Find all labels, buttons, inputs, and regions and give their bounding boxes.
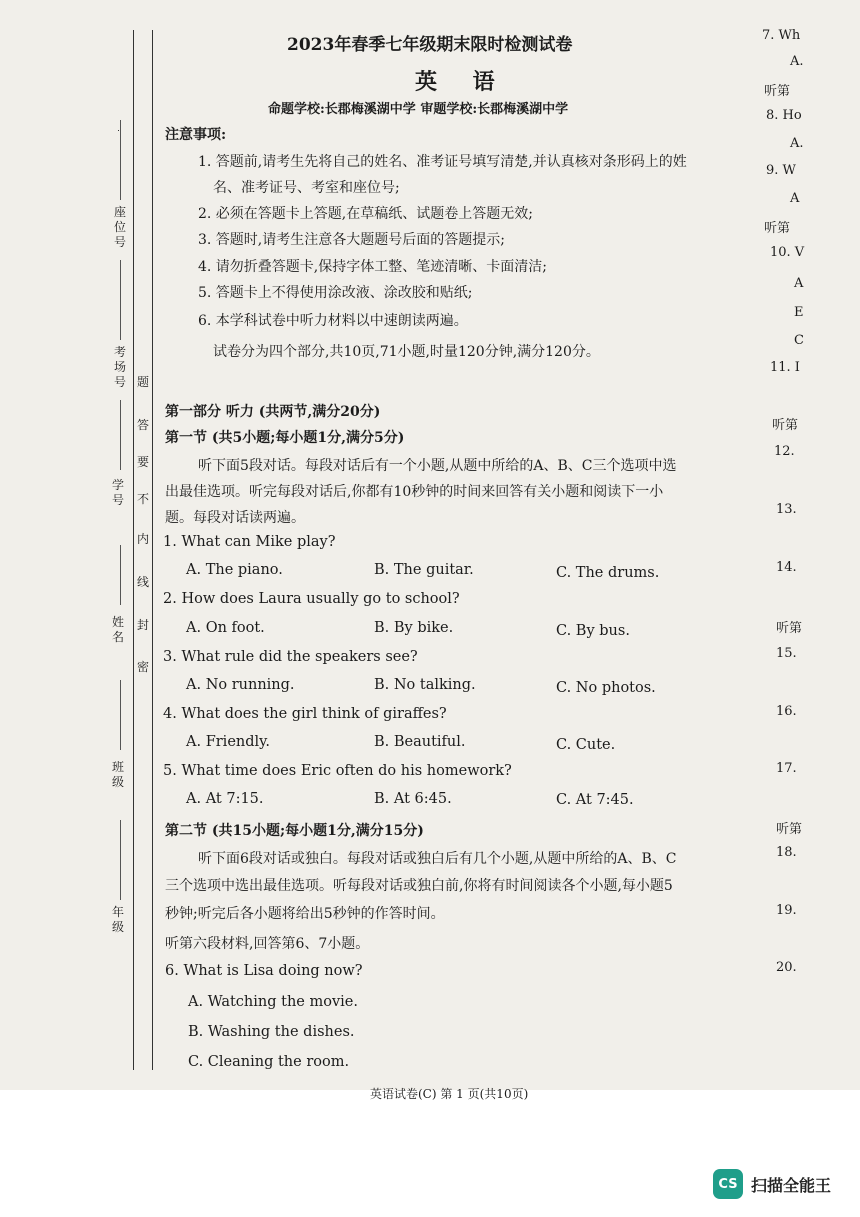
next-page-fragment: 10. V [770, 245, 805, 260]
scanner-logo-text: 扫描全能王 [751, 1175, 832, 1195]
next-page-fragment: 11. I [770, 360, 800, 375]
question-1: 1. What can Mike play? [163, 534, 336, 550]
next-page-fragment: 听第 [772, 418, 799, 433]
q4-option-a: A. Friendly. [186, 734, 271, 750]
field-label-number: 学号 [112, 478, 139, 507]
next-page-fragment: 17. [776, 761, 797, 776]
q6-option-a: A. Watching the movie. [188, 994, 358, 1010]
q4-option-b: B. Beautiful. [374, 734, 466, 750]
seal-char-2: 答 [136, 418, 149, 432]
next-page-fragment: 13. [776, 502, 797, 517]
next-page-fragment: A [790, 191, 800, 206]
page-footer: 英语试卷(C) 第 1 页(共10页) [370, 1087, 529, 1101]
next-page-fragment: 18. [776, 845, 797, 860]
q1-option-c: C. The drums. [556, 565, 660, 581]
next-page-fragment: 9. W [766, 163, 796, 178]
next-page-fragment: 16. [776, 704, 797, 719]
field-label-class: 班级 [112, 760, 139, 789]
school-line: 命题学校:长郡梅溪湖中学 审题学校:长郡梅溪湖中学 [268, 102, 569, 117]
q1-option-a: A. The piano. [186, 562, 283, 578]
question-5: 5. What time does Eric often do his homework? [163, 763, 512, 779]
q3-option-b: B. No talking. [374, 677, 476, 693]
exam-title: 2023年春季七年级期末限时检测试卷 [287, 35, 573, 55]
next-page-fragment: 听第 [764, 84, 791, 99]
seal-char-5: 内 [136, 532, 149, 546]
q1-option-b: B. The guitar. [374, 562, 474, 578]
q2-option-a: A. On foot. [186, 620, 265, 636]
section1-intro-1: 听下面5段对话。每段对话后有一个小题,从题中所给的A、B、C三个选项中选 [198, 458, 677, 474]
field-line-seat [118, 130, 119, 131]
question-4: 4. What does the girl think of giraffes? [163, 706, 447, 722]
next-page-fragment: 听第 [764, 221, 791, 236]
field-label-room: 考场号 [113, 345, 126, 389]
next-page-fragment: 听第 [776, 621, 803, 636]
note-3: 3. 答题时,请考生注意各大题题号后面的答题提示; [198, 232, 505, 248]
seal-char-1: 题 [136, 375, 149, 389]
q4-option-c: C. Cute. [556, 737, 616, 753]
seal-char-4: 不 [136, 492, 149, 506]
q6-option-b: B. Washing the dishes. [188, 1024, 355, 1040]
next-page-fragment: A [794, 276, 804, 291]
section2-heading: 第二节 (共15小题;每小题1分,满分15分) [165, 823, 424, 839]
scanner-logo-icon: CS [713, 1169, 743, 1199]
seal-char-3: 要 [136, 455, 149, 469]
scanner-watermark [713, 1169, 831, 1199]
note-6: 6. 本学科试卷中听力材料以中速朗读两遍。 [198, 313, 468, 329]
section1-intro-3: 题。每段对话读两遍。 [165, 510, 305, 526]
next-page-fragment: 8. Ho [766, 108, 802, 123]
q2-option-c: C. By bus. [556, 623, 630, 639]
field-label-name: 姓名 [112, 615, 139, 644]
q5-option-b: B. At 6:45. [374, 791, 452, 807]
section1-intro-2: 出最佳选项。听完每段对话后,你都有10秒钟的时间来回答有关小题和阅读下一小 [165, 484, 664, 500]
next-page-fragment: C [794, 333, 804, 348]
section1-heading: 第一节 (共5小题;每小题1分,满分5分) [165, 430, 405, 446]
q2-option-b: B. By bike. [374, 620, 454, 636]
field-underline-room [120, 260, 121, 340]
field-underline-grade [120, 820, 121, 900]
next-page-fragment: 听第 [776, 822, 803, 837]
field-underline-number [120, 400, 121, 470]
next-page-fragment: 14. [776, 560, 797, 575]
note-5: 5. 答题卡上不得使用涂改液、涂改胶和贴纸; [198, 285, 473, 301]
field-underline-seat [120, 120, 121, 200]
q5-option-c: C. At 7:45. [556, 792, 634, 808]
seal-char-6: 线 [136, 575, 149, 589]
field-label-seat: 座位号 [113, 205, 126, 249]
next-page-fragment: 19. [776, 903, 797, 918]
question-6: 6. What is Lisa doing now? [165, 963, 363, 979]
part1-heading: 第一部分 听力 (共两节,满分20分) [165, 404, 381, 420]
next-page-fragment: E [794, 305, 804, 320]
seal-char-7: 封 [136, 618, 149, 632]
question-2: 2. How does Laura usually go to school? [163, 591, 460, 607]
section2-intro-3: 秒钟;听完后各小题将给出5秒钟的作答时间。 [165, 906, 445, 922]
margin-line-inner [152, 30, 153, 1070]
next-page-fragment: A. [790, 54, 804, 69]
q5-option-a: A. At 7:15. [186, 791, 264, 807]
field-label-grade: 年级 [112, 905, 139, 934]
note-1: 1. 答题前,请考生先将自己的姓名、准考证号填写清楚,并认真核对条形码上的姓 [198, 154, 687, 170]
q3-option-c: C. No photos. [556, 680, 656, 696]
q3-option-a: A. No running. [186, 677, 295, 693]
question-3: 3. What rule did the speakers see? [163, 649, 418, 665]
note-4: 4. 请勿折叠答题卡,保持字体工整、笔迹清晰、卡面清洁; [198, 259, 547, 275]
paper-summary: 试卷分为四个部分,共10页,71小题,时量120分钟,满分120分。 [213, 344, 600, 360]
notes-heading: 注意事项: [165, 127, 227, 143]
note-1-cont: 名、准考证号、考室和座位号; [213, 180, 400, 196]
next-page-fragment: 7. Wh [762, 28, 801, 43]
section2-intro-2: 三个选项中选出最佳选项。听每段对话或独白前,你将有时间阅读各个小题,每小题5 [165, 878, 673, 894]
field-underline-name [120, 545, 121, 605]
next-page-fragment: 20. [776, 960, 797, 975]
material6-instruction: 听第六段材料,回答第6、7小题。 [165, 936, 370, 952]
note-2: 2. 必须在答题卡上答题,在草稿纸、试题卷上答题无效; [198, 206, 533, 222]
seal-char-8: 密 [136, 660, 149, 674]
next-page-fragment: 15. [776, 646, 797, 661]
next-page-fragment: 12. [774, 444, 795, 459]
section2-intro-1: 听下面6段对话或独白。每段对话或独白后有几个小题,从题中所给的A、B、C [198, 851, 677, 867]
subject-title: 英 语 [415, 69, 509, 95]
field-underline-class [120, 680, 121, 750]
next-page-fragment: A. [790, 136, 804, 151]
q6-option-c: C. Cleaning the room. [188, 1054, 350, 1070]
next-page-strip [750, 0, 860, 1090]
